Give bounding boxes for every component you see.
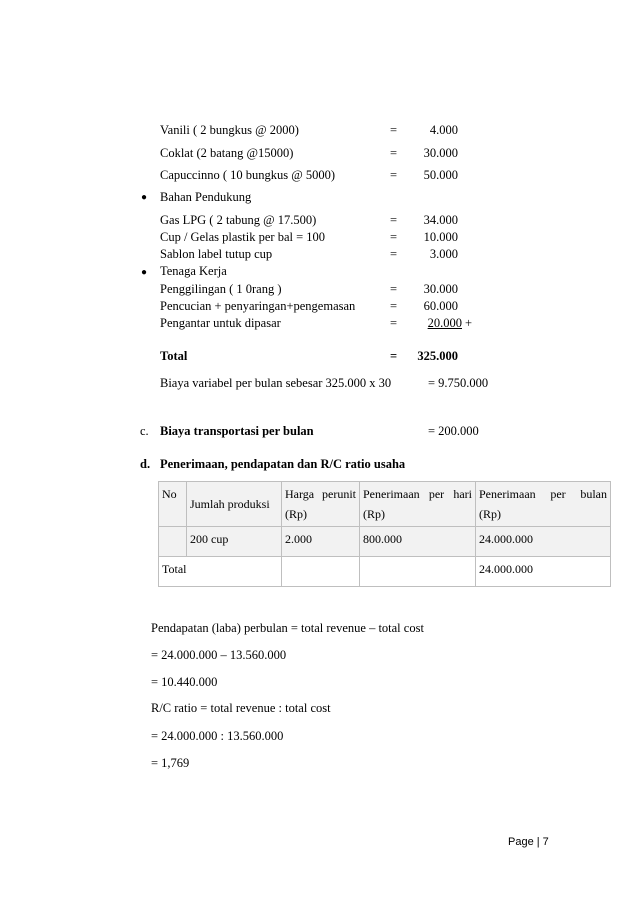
cost-item-label: Coklat (2 batang @15000) <box>160 146 294 160</box>
calc-line: = 1,769 <box>151 756 190 770</box>
total-label: Total <box>160 349 188 363</box>
section-d-title: Penerimaan, pendapatan dan R/C ratio usaha <box>160 457 406 471</box>
table-row <box>159 527 611 557</box>
equals-sign: = <box>390 123 398 137</box>
table-header-cell: Penerimaan per hari (Rp) <box>360 482 476 527</box>
cost-item-label: Vanili ( 2 bungkus @ 2000) <box>160 123 299 137</box>
cost-item-label: Pencucian + penyaringan+pengemasan <box>160 299 356 313</box>
section-c-letter: c. <box>140 424 149 438</box>
cost-item-label: Penggilingan ( 1 0rang ) <box>160 282 282 296</box>
equals-sign: = <box>390 146 398 160</box>
cost-item-value: 30.000 <box>423 282 458 296</box>
biaya-variabel-text: Biaya variabel per bulan sebesar 325.000 x 30 <box>160 376 392 390</box>
calc-line: R/C ratio = total revenue : total cost <box>151 701 331 715</box>
calc-line: = 24.000.000 : 13.560.000 <box>151 729 284 743</box>
table-cell: 800.000 <box>360 527 476 557</box>
section-heading-bahan: Bahan Pendukung <box>160 190 252 204</box>
cost-item-label: Gas LPG ( 2 tabung @ 17.500) <box>160 213 317 227</box>
equals-sign: = <box>390 230 398 244</box>
equals-sign: = <box>390 247 398 261</box>
table-cell: 2.000 <box>282 527 360 557</box>
page-number: Page | 7 <box>508 836 549 848</box>
table-header-cell: Penerimaan per bulan (Rp) <box>476 482 611 527</box>
cost-item-label: Sablon label tutup cup <box>160 247 273 261</box>
table-cell <box>282 557 360 587</box>
table-cell <box>159 527 187 557</box>
table-total-label: Total <box>159 557 282 587</box>
section-d-letter: d. <box>140 457 151 471</box>
table-cell: 200 cup <box>187 527 282 557</box>
equals-sign: = <box>390 282 398 296</box>
calc-line: = 24.000.000 – 13.560.000 <box>151 648 287 662</box>
section-c-result: = 200.000 <box>428 424 479 438</box>
cost-item-value: 60.000 <box>423 299 458 313</box>
table-header-cell: Harga perunit (Rp) <box>282 482 360 527</box>
cost-item-value: 4.000 <box>429 123 458 137</box>
section-heading-tenaga: Tenaga Kerja <box>160 264 227 278</box>
table-cell: 24.000.000 <box>476 527 611 557</box>
total-value: 325.000 <box>417 349 458 363</box>
revenue-table <box>158 481 611 587</box>
cost-item-label: Pengantar untuk dipasar <box>160 316 281 330</box>
cost-item-label: Cup / Gelas plastik per bal = 100 <box>160 230 326 244</box>
cost-item-value: 34.000 <box>423 213 458 227</box>
calc-line: Pendapatan (laba) perbulan = total revenue – total cost <box>151 621 424 635</box>
calc-line: = 10.440.000 <box>151 675 218 689</box>
equals-sign: = <box>390 316 398 330</box>
bullet-icon: ● <box>141 192 148 203</box>
bullet-icon: ● <box>141 267 148 278</box>
equals-sign: = <box>390 299 398 313</box>
table-total-row <box>159 557 611 587</box>
equals-sign: = <box>390 213 398 227</box>
cost-item-value: 30.000 <box>423 146 458 160</box>
biaya-variabel-result: = 9.750.000 <box>428 376 489 390</box>
equals-sign: = <box>390 168 398 182</box>
table-header-cell: Jumlah produksi <box>187 482 282 527</box>
equals-sign: = <box>390 349 398 363</box>
table-total-value: 24.000.000 <box>476 557 611 587</box>
cost-item-value-underlined: 20.000 <box>427 316 462 330</box>
table-header-cell: No <box>159 482 187 527</box>
cost-item-value: 50.000 <box>423 168 458 182</box>
section-c-title: Biaya transportasi per bulan <box>160 424 314 438</box>
plus-sign: + <box>465 316 473 330</box>
cost-item-label: Capuccinno ( 10 bungkus @ 5000) <box>160 168 336 182</box>
table-cell <box>360 557 476 587</box>
table-header-row <box>159 482 611 527</box>
cost-item-value: 3.000 <box>429 247 458 261</box>
cost-item-value: 10.000 <box>423 230 458 244</box>
